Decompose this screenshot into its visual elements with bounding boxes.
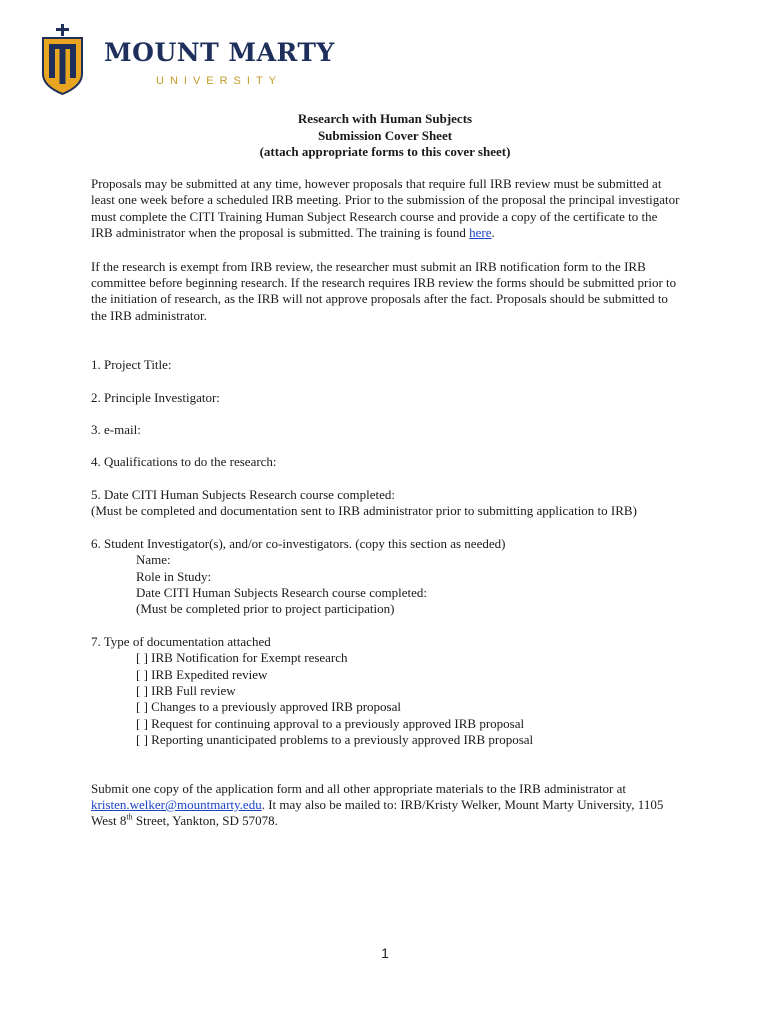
option-exempt[interactable]: [ ] IRB Notification for Exempt research [136, 650, 348, 666]
submission-instructions: Submit one copy of the application form and all other appropriate materials to the IRB administrator at kristen.welker@mountmarty.edu. It may also be mailed to: IRB/Kristy Welker, Mount Marty University, 1105 West 8th Street, Yankton, SD 57078. [91, 780, 664, 829]
intro-paragraph-1: Proposals may be submitted at any time, however proposals that require full IRB review must be submitted at least one week before a scheduled IRB meeting. Prior to the submission of the proposal the principal investigator must complete the CITI Training Human Subject Research course and provide a copy of the certificate to the IRB administrator when the proposal is submitted. The training is found here. [91, 176, 680, 241]
item-qualifications: 4. Qualifications to do the research: [91, 454, 277, 470]
title-line-3: (attach appropriate forms to this cover sheet) [259, 144, 511, 159]
documentation-options [91, 650, 681, 748]
intro-paragraph-2: If the research is exempt from IRB review, the researcher must submit an IRB notification form to the IRB committee before beginning research. If the research requires IRB review the forms should be submitted prior to the initiation of research, as the IRB will not approve proposals after the fact. Proposals should be submitted to the IRB administrator. [91, 258, 677, 323]
item-documentation-type: 7. Type of documentation attached [91, 633, 271, 649]
field-role: Role in Study: [136, 568, 212, 584]
training-link[interactable]: here [469, 225, 492, 241]
item-project-title: 1. Project Title: [91, 357, 172, 373]
title-line-2: Submission Cover Sheet [317, 127, 453, 143]
logo-subtitle: UNIVERSITY [156, 75, 283, 87]
item-email: 3. e-mail: [91, 422, 141, 438]
item-student-investigators: 6. Student Investigator(s), and/or co-investigators. (copy this section as needed) [91, 535, 506, 551]
option-changes[interactable]: [ ] Changes to a previously approved IRB proposal [136, 699, 402, 715]
field-citi-date: Date CITI Human Subjects Research course completed: [136, 584, 427, 600]
page-number: 1 [381, 945, 389, 961]
field-citi-note: (Must be completed prior to project participation) [136, 601, 395, 617]
item-citi-date: 5. Date CITI Human Subjects Research course completed: [91, 486, 395, 502]
logo-wordmark: MOUNT MARTY [104, 38, 335, 67]
option-full-review[interactable]: [ ] IRB Full review [136, 682, 236, 698]
document-title [0, 111, 770, 161]
shield-logo-icon [40, 24, 90, 96]
item-citi-note: (Must be completed and documentation sent to IRB administrator prior to submitting application to IRB) [91, 503, 637, 519]
university-logo [40, 24, 335, 96]
field-name: Name: [136, 552, 171, 568]
student-investigator-fields [91, 552, 681, 618]
title-line-1: Research with Human Subjects [297, 111, 473, 126]
email-link[interactable]: kristen.welker@mountmarty.edu [91, 796, 262, 812]
option-expedited[interactable]: [ ] IRB Expedited review [136, 666, 268, 682]
document-body [91, 176, 681, 830]
option-continuing-approval[interactable]: [ ] Request for continuing approval to a previously approved IRB proposal [136, 715, 525, 731]
item-principal-investigator: 2. Principle Investigator: [91, 389, 220, 405]
option-unanticipated-problems[interactable]: [ ] Reporting unanticipated problems to a previously approved IRB proposal [136, 732, 534, 748]
